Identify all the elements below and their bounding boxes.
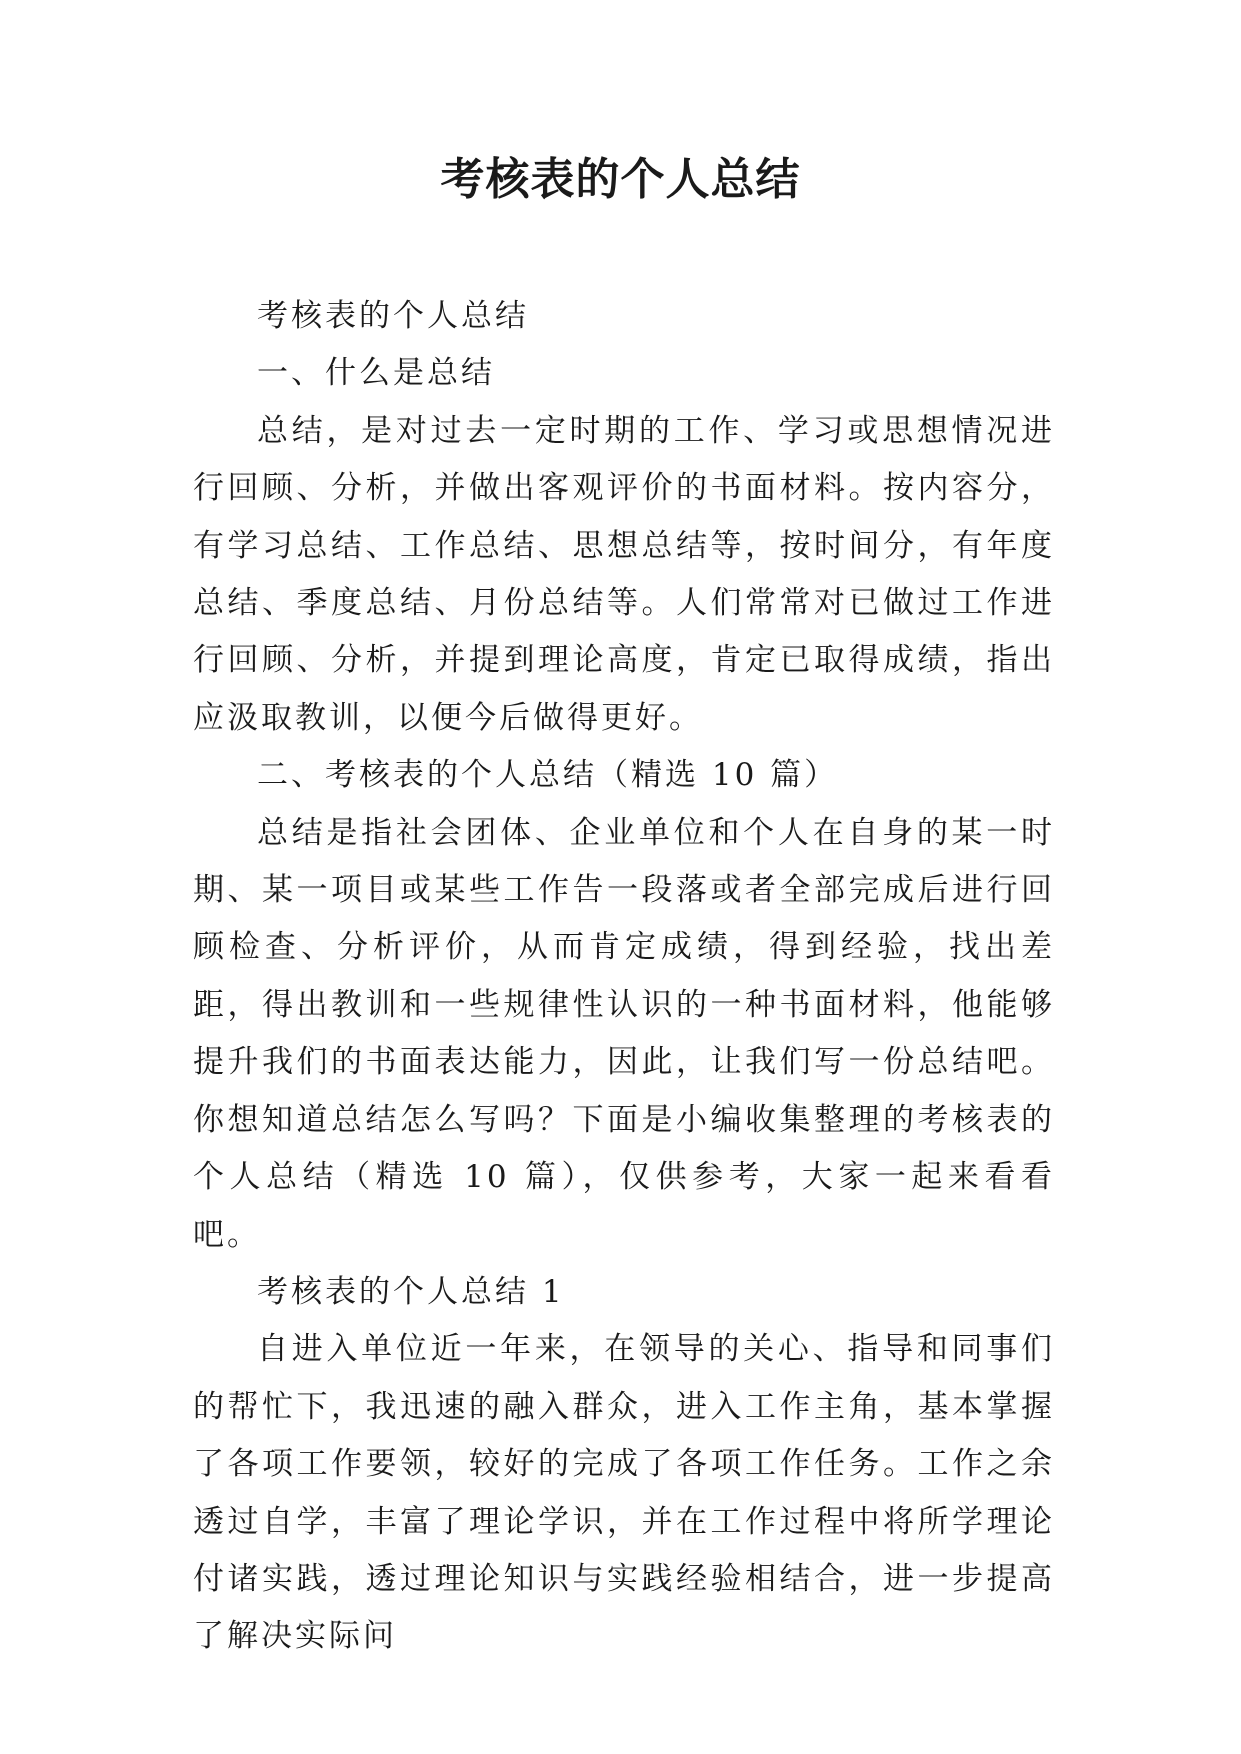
paragraph: 总结是指社会团体、企业单位和个人在自身的某一时期、某一项目或某些工作告一段落或者全部完成后进行回顾检查、分析评价，从而肯定成绩，得到经验，找出差距，得出教训和一些规律性认识的一种书面材料，他能够提升我们的书面表达能力，因此，让我们写一份总结吧。你想知道总结怎么写吗？下面是小编收集整理的考核表的个人总结（精选 10 篇），仅供参考，大家一起来看看吧。 — [193, 814, 1055, 1253]
section-heading-selected-articles: 二、考核表的个人总结（精选 10 篇） — [257, 757, 839, 794]
paragraph-heading: 考核表的个人总结 — [257, 298, 529, 334]
document-body — [193, 288, 1055, 1666]
paragraph: 自进入单位近一年来，在领导的关心、指导和同事们的帮忙下，我迅速的融入群众，进入工作主角，基本掌握了各项工作要领，较好的完成了各项工作任务。工作之余透过自学，丰富了理论学识，并在工作过程中将所学理论付诸实践，透过理论知识与实践经验相结合，进一步提高了解决实际问 — [193, 1331, 1055, 1655]
section-heading-what-is-summary: 一、什么是总结 — [257, 355, 495, 392]
paragraph: 总结，是对过去一定时期的工作、学习或思想情况进行回顾、分析，并做出客观评价的书面材料。按内容分，有学习总结、工作总结、思想总结等，按时间分，有年度总结、季度总结、月份总结等。人们常常对已做过工作进行回顾、分析，并提到理论高度，肯定已取得成绩，指出应汲取教训，以便今后做得更好。 — [193, 412, 1055, 736]
document-title: 考核表的个人总结 — [440, 154, 801, 205]
article-heading-1: 考核表的个人总结 1 — [257, 1273, 565, 1310]
